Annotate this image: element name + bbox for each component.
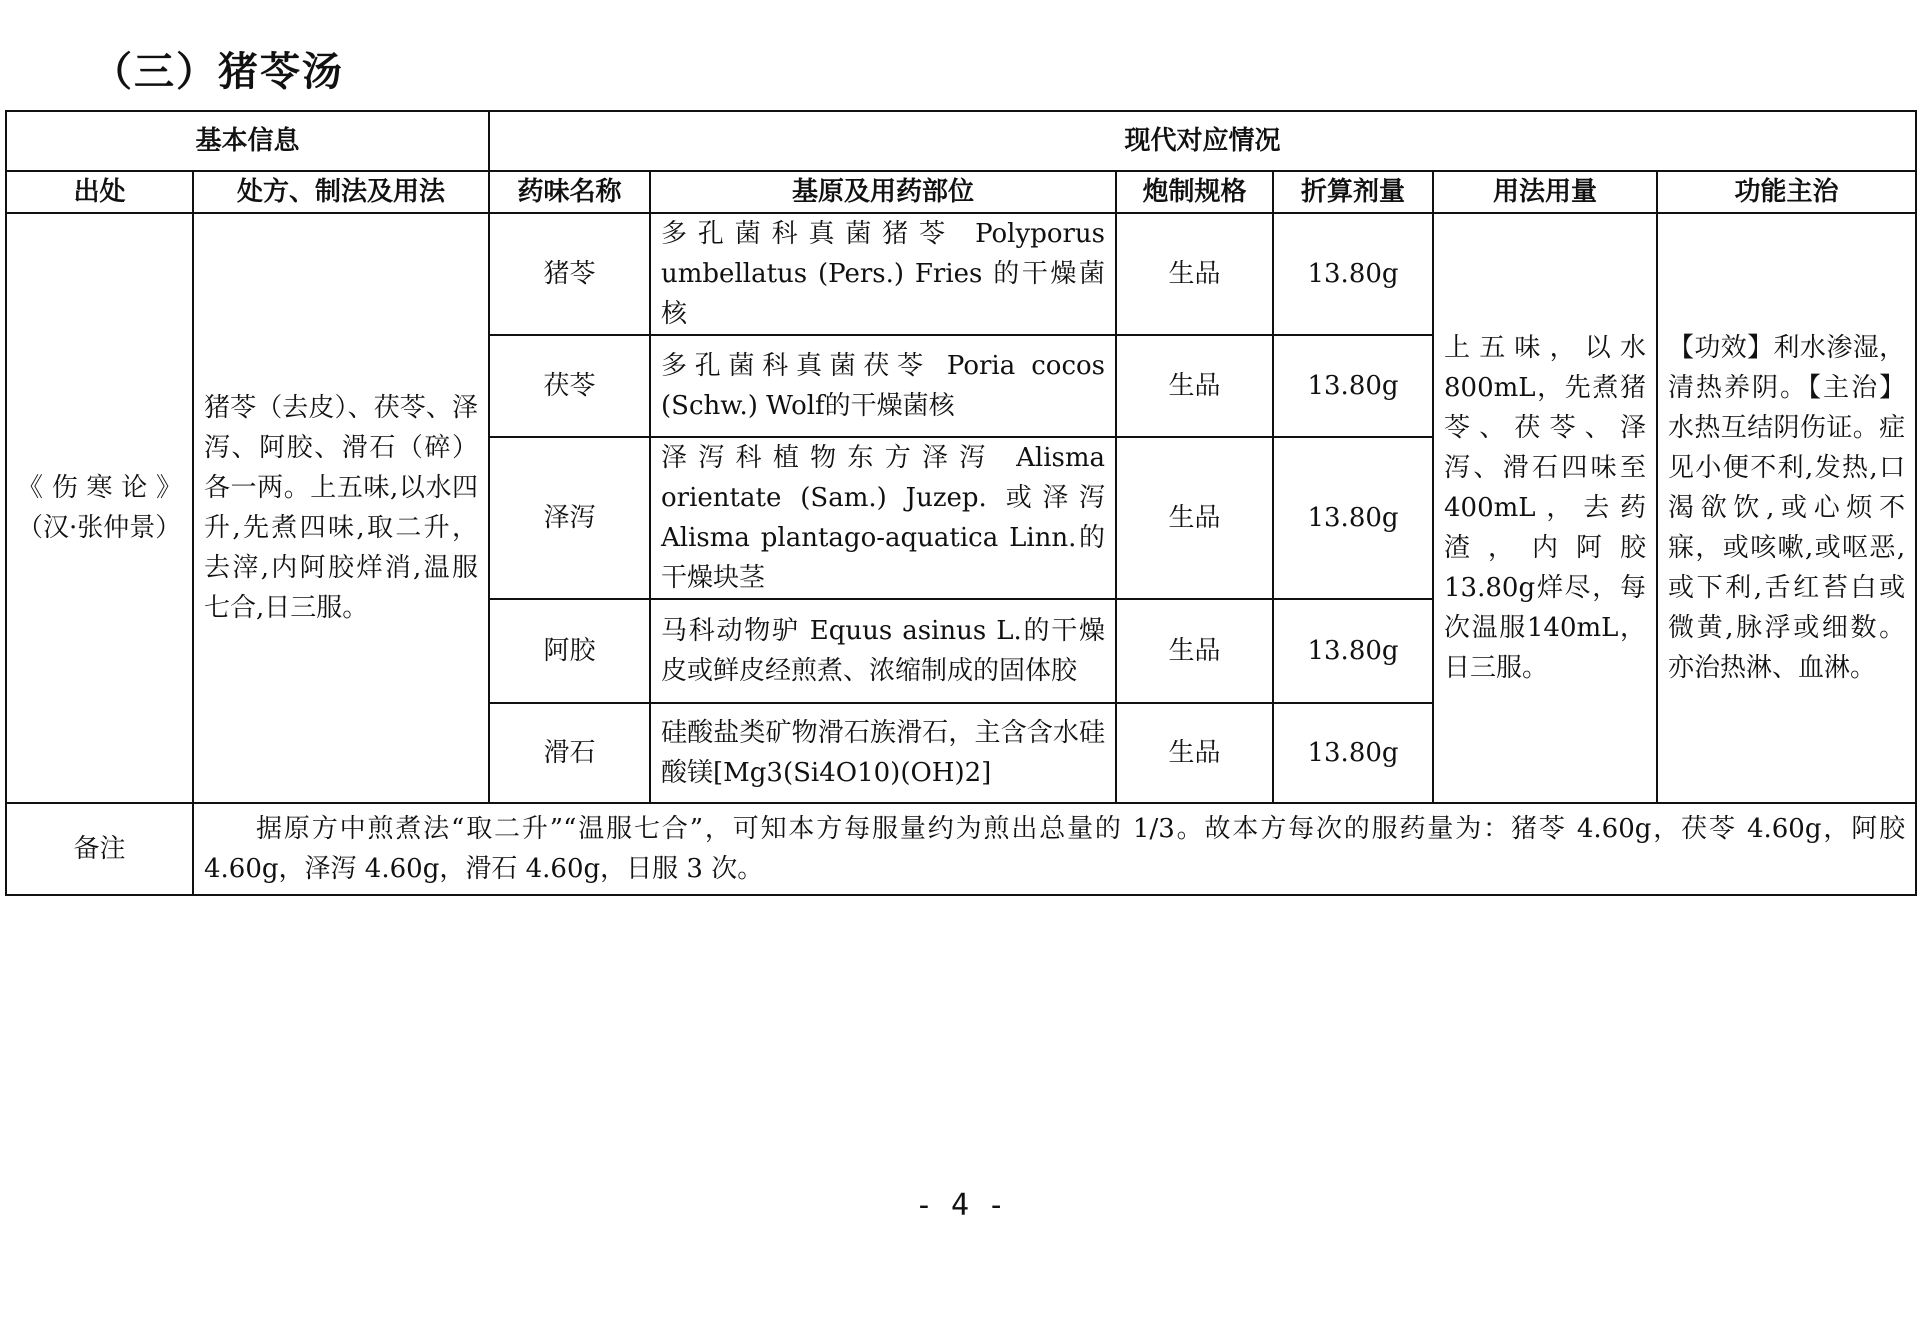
herb-processing: 生品 [1116, 335, 1273, 437]
herb-processing: 生品 [1116, 599, 1273, 703]
header-source: 出处 [6, 171, 193, 213]
herb-origin: 多孔菌科真菌茯苓 Poria cocos (Schw.) Wolf的干燥菌核 [650, 335, 1116, 437]
herb-origin: 泽泻科植物东方泽泻 Alisma orientate (Sam.) Juzep. 或泽泻 Alisma plantago-aquatica Linn.的干燥块茎 [650, 437, 1116, 599]
note-label: 备注 [6, 803, 193, 895]
header-usage: 用法用量 [1433, 171, 1657, 213]
herb-dose: 13.80g [1273, 437, 1433, 599]
herb-dose: 13.80g [1273, 703, 1433, 803]
herb-name: 茯苓 [489, 335, 650, 437]
herb-name: 滑石 [489, 703, 650, 803]
herb-name: 猪苓 [489, 213, 650, 335]
header-herb-name: 药味名称 [489, 171, 650, 213]
table-row [6, 213, 1916, 335]
herb-processing: 生品 [1116, 437, 1273, 599]
herb-processing: 生品 [1116, 703, 1273, 803]
note-row [6, 803, 1916, 895]
herb-processing: 生品 [1116, 213, 1273, 335]
herb-origin: 多孔菌科真菌猪苓 Polyporus umbellatus (Pers.) Fries 的干燥菌核 [650, 213, 1116, 335]
herb-origin: 马科动物驴 Equus asinus L.的干燥皮或鲜皮经煎煮、浓缩制成的固体胶 [650, 599, 1116, 703]
herb-name: 泽泻 [489, 437, 650, 599]
prescription-table [5, 110, 1917, 896]
page-number: - 4 - [914, 1188, 1006, 1223]
section-title: （三）猪苓汤 [92, 49, 344, 95]
header-origin: 基原及用药部位 [650, 171, 1116, 213]
source-cell: 《伤寒论》（汉·张仲景） [6, 213, 193, 803]
herb-dose: 13.80g [1273, 335, 1433, 437]
herb-dose: 13.80g [1273, 213, 1433, 335]
herb-dose: 13.80g [1273, 599, 1433, 703]
header-dose: 折算剂量 [1273, 171, 1433, 213]
function-cell: 【功效】利水渗湿，清热养阴。【主治】水热互结阴伤证。症见小便不利,发热,口渴欲饮,或心烦不寐，或咳嗽,或呕恶,或下利,舌红苔白或微黄,脉浮或细数。亦治热淋、血淋。 [1657, 213, 1916, 803]
herb-name: 阿胶 [489, 599, 650, 703]
header-prescription: 处方、制法及用法 [193, 171, 489, 213]
group-header-row [6, 111, 1916, 171]
header-modern-info: 现代对应情况 [489, 111, 1916, 171]
header-processing: 炮制规格 [1116, 171, 1273, 213]
usage-cell: 上五味，以水800mL，先煮猪苓、茯苓、泽泻、滑石四味至400mL，去药渣，内阿胶13.80g烊尽，每次温服140mL，日三服。 [1433, 213, 1657, 803]
column-header-row [6, 171, 1916, 213]
herb-origin: 硅酸盐类矿物滑石族滑石，主含含水硅酸镁[Mg3(Si4O10)(OH)2] [650, 703, 1116, 803]
header-basic-info: 基本信息 [6, 111, 489, 171]
note-text: 据原方中煎煮法“取二升”“温服七合”，可知本方每服量约为煎出总量的 1/3。故本方每次的服药量为：猪苓 4.60g，茯苓 4.60g，阿胶 4.60g，泽泻 4.60g，滑石 4.60g，日服 3 次。 [193, 803, 1916, 895]
prescription-cell: 猪苓（去皮）、茯苓、泽泻、阿胶、滑石（碎）各一两。上五味,以水四升,先煮四味,取二升，去滓,内阿胶烊消,温服七合,日三服。 [193, 213, 489, 803]
header-function: 功能主治 [1657, 171, 1916, 213]
